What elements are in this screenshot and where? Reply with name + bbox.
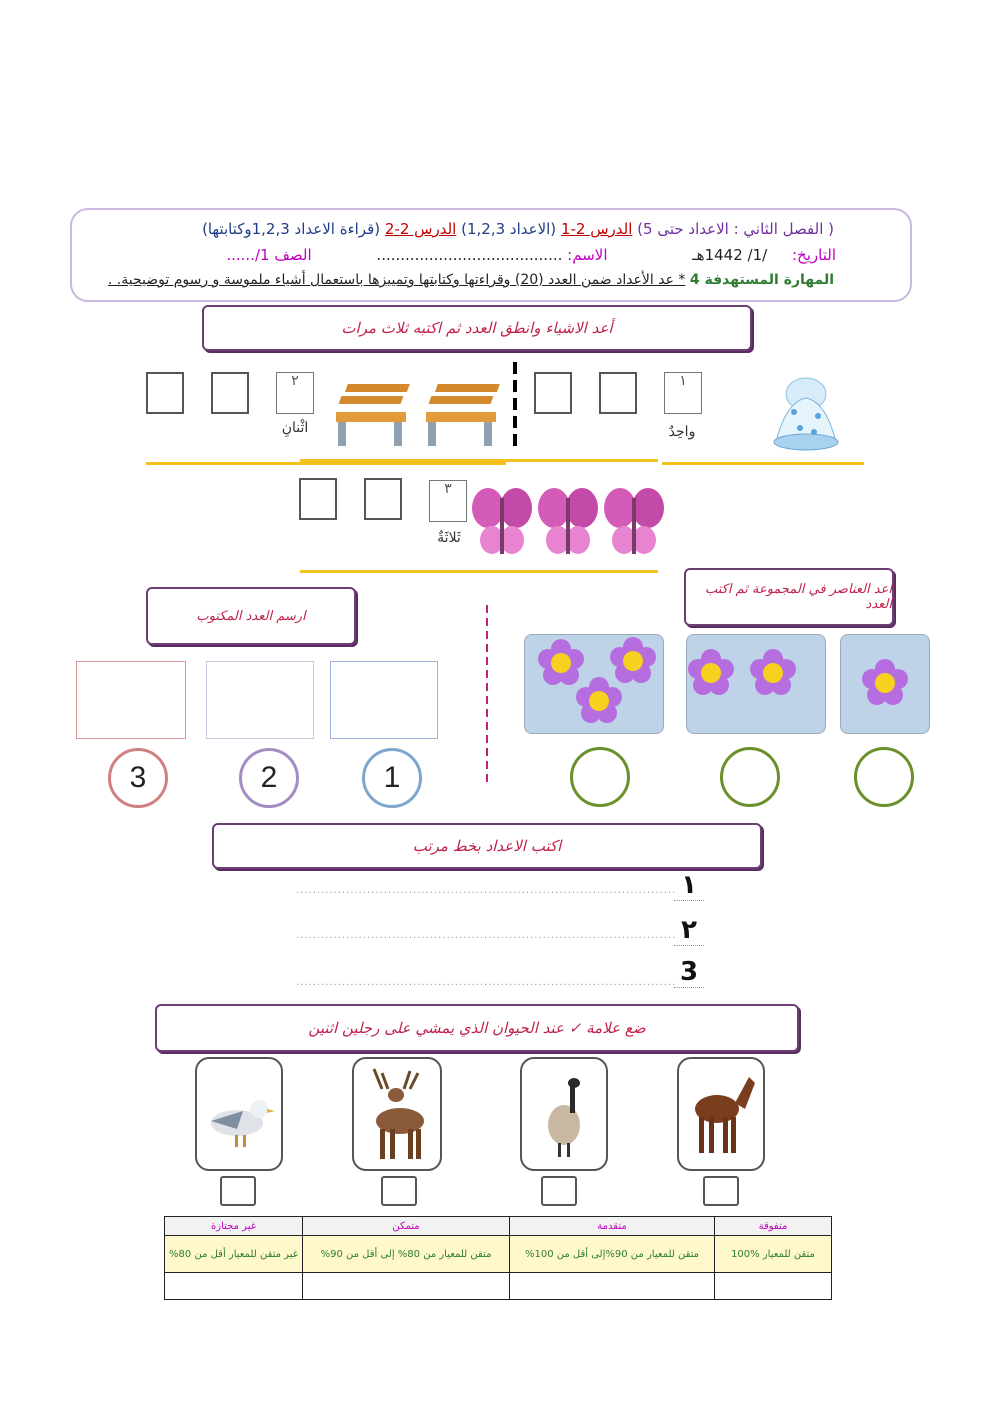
header-line-2: [192, 246, 836, 264]
seagull-icon: [197, 1059, 281, 1169]
dots: .............: [567, 885, 622, 896]
checkbox-horse[interactable]: [703, 1176, 739, 1206]
dots: .............: [513, 885, 568, 896]
number-circle-1: 1: [362, 748, 422, 808]
yellow-line-right: [662, 462, 864, 465]
word-one: واحِدٌ: [668, 424, 696, 440]
rubric-score-cell[interactable]: [165, 1273, 303, 1300]
instruction-write-numbers: اكتب الاعداد بخط مرتب: [212, 823, 762, 869]
name-label: الاسم:: [567, 246, 608, 264]
header-box: [70, 208, 912, 302]
answer-circle-2[interactable]: [720, 747, 780, 807]
yellow-line-mid: [300, 459, 658, 462]
rubric-header: غير مجتازة: [165, 1217, 303, 1236]
dots: .............: [404, 885, 459, 896]
fountain-image: [766, 372, 846, 454]
flower-group-1: [840, 634, 930, 734]
write-box-3c[interactable]: [299, 478, 337, 520]
rubric-header: متقدمة: [510, 1217, 715, 1236]
skill-text: * عد الأعداد ضمن العدد (20) وقراءتها وكتابتها وتمييزها باستعمال أشياء ملموسة و رسوم توضيحية. .: [107, 272, 686, 288]
header-line-3: [108, 272, 834, 288]
skill-label: المهارة المستهدفة 4: [689, 272, 834, 288]
dots: .............: [513, 977, 568, 988]
lesson-2: الدرس 2-2: [384, 220, 457, 238]
dots: .............: [621, 885, 677, 896]
answer-circle-1[interactable]: [854, 747, 914, 807]
dots: .............: [296, 885, 351, 896]
write-box-2b[interactable]: [211, 372, 249, 414]
date-label: التاريخ:: [792, 246, 836, 264]
rubric-description: متقن للمعيار من 90%إلى أقل من 100%: [510, 1236, 715, 1273]
dots: .............: [350, 977, 405, 988]
dashed-divider: [513, 362, 517, 450]
writing-row-1[interactable]: [296, 885, 677, 896]
dots: .............: [513, 930, 568, 941]
draw-box-1[interactable]: [330, 661, 438, 739]
topic-1: (الاعداد 1,2,3): [461, 220, 557, 238]
rubric-header: متفوقة: [715, 1217, 832, 1236]
draw-box-3[interactable]: [76, 661, 186, 739]
number-circle-3: 3: [108, 748, 168, 808]
write-box-1c[interactable]: [534, 372, 572, 414]
trace-box-3: ٣: [429, 480, 467, 522]
class-field[interactable]: 1/......: [226, 246, 270, 264]
checkbox-goose[interactable]: [541, 1176, 577, 1206]
checkbox-deer[interactable]: [381, 1176, 417, 1206]
bench-image-1: [420, 378, 510, 454]
section-divider: [486, 605, 488, 787]
header-line-1: [202, 220, 834, 238]
dots: .............: [567, 977, 622, 988]
checkbox-seagull[interactable]: [220, 1176, 256, 1206]
dots: .............: [621, 977, 677, 988]
flower-group-2: [686, 634, 826, 734]
dots: .............: [350, 885, 405, 896]
write-box-2c[interactable]: [146, 372, 184, 414]
number-row-label-3: 3: [674, 957, 704, 988]
lesson-1: الدرس 2-1: [560, 220, 633, 238]
dots: .............: [567, 930, 622, 941]
number-circle-2: 2: [239, 748, 299, 808]
instruction-two-legs: ضع علامة ✓ عند الحيوان الذي يمشي على رجلين اثنين: [155, 1004, 799, 1052]
trace-box-2: ٢: [276, 372, 314, 414]
seagull-card: [195, 1057, 283, 1171]
rubric-score-cell[interactable]: [715, 1273, 832, 1300]
goose-icon: [522, 1059, 606, 1169]
dots: .............: [458, 885, 514, 896]
deer-card: [352, 1057, 442, 1171]
class-label: الصف: [274, 246, 312, 264]
horse-card: [677, 1057, 765, 1171]
yellow-line-bottom: [300, 570, 658, 573]
dots: .............: [296, 977, 351, 988]
dots: .............: [621, 930, 677, 941]
butterflies-image: [470, 484, 665, 564]
chapter-title: ( الفصل الثاني : الاعداد حتى 5): [637, 220, 834, 238]
rubric-description: متقن للمعيار من 80% إلى أقل من 90%: [303, 1236, 510, 1273]
bench-image-2: [330, 378, 420, 454]
draw-box-2[interactable]: [206, 661, 314, 739]
number-row-label-2: ٢: [674, 915, 704, 946]
dots: .............: [404, 930, 459, 941]
write-box-3b[interactable]: [364, 478, 402, 520]
rubric-score-cell[interactable]: [510, 1273, 715, 1300]
deer-icon: [354, 1059, 440, 1169]
rubric-score-row: [165, 1273, 832, 1300]
rubric-header-row: [165, 1217, 832, 1236]
rubric-score-cell[interactable]: [303, 1273, 510, 1300]
instruction-draw-number: ارسم العدد المكتوب: [146, 587, 356, 645]
rubric-description: متقن للمعيار %100: [715, 1236, 832, 1273]
instruction-count-write: أعد الاشياء وانطق العدد ثم اكتبه ثلاث مرات: [202, 305, 752, 351]
dots: .............: [296, 930, 351, 941]
rubric-description-row: [165, 1236, 832, 1273]
rubric-description: غير متقن للمعيار أقل من 80%: [165, 1236, 303, 1273]
write-box-1b[interactable]: [599, 372, 637, 414]
horse-icon: [679, 1059, 763, 1169]
writing-row-3[interactable]: [296, 977, 677, 988]
dots: .............: [350, 930, 405, 941]
dots: .............: [458, 930, 514, 941]
date-value[interactable]: /1/ 1442هـ: [692, 246, 768, 264]
topic-2: (قراءة الاعداد 1,2,3وكتابتها): [202, 220, 381, 238]
rubric-header: متمكن: [303, 1217, 510, 1236]
number-row-label-1: ١: [674, 870, 704, 901]
dots: .............: [458, 977, 514, 988]
goose-card: [520, 1057, 608, 1171]
trace-box-1: ١: [664, 372, 702, 414]
writing-row-2[interactable]: [296, 930, 677, 941]
instruction-count-group: اعد العناصر في المجموعة ثم اكتب العدد: [684, 568, 894, 626]
flower-group-3: [524, 634, 664, 734]
word-two: اثْنانِ: [281, 420, 309, 436]
yellow-line-left: [146, 462, 506, 465]
name-field[interactable]: .......................................: [376, 246, 563, 264]
rubric-table: [164, 1216, 832, 1300]
word-three: ثَلاثَةٌ: [437, 530, 461, 546]
answer-circle-3[interactable]: [570, 747, 630, 807]
dots: .............: [404, 977, 459, 988]
